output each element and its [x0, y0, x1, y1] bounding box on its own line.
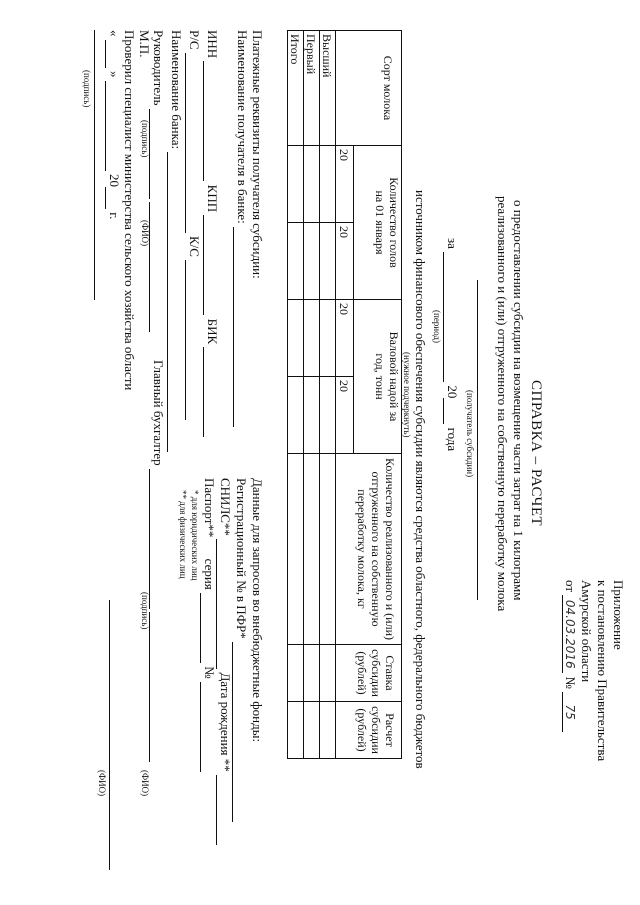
appendix-line3: Амурской области — [579, 580, 594, 683]
col-calc-line2: субсидии — [369, 706, 383, 754]
col-rate-line3: (рублей) — [355, 651, 369, 695]
accountant-fio-hint: (ФИО) — [140, 770, 150, 797]
col-yield-line2: год, тонн — [373, 353, 387, 400]
col-qty-line2: отгруженного на собственную — [369, 471, 383, 627]
accountant-label: Главный бухгалтер — [151, 360, 166, 466]
col-qty-line3: переработку молока, кг — [355, 489, 369, 609]
subtitle-2: реализованного и (или) отгруженного на собственную переработку молока — [495, 196, 510, 612]
period-hint: (период) — [432, 310, 442, 343]
check-year: 20 — [107, 174, 122, 187]
appendix-date-line — [562, 580, 578, 732]
rs-line — [185, 30, 202, 420]
funds-title: Данные для запросов во внебюджетные фонды: — [250, 478, 265, 743]
head-line — [149, 30, 166, 332]
bank-recipient-name — [233, 30, 250, 427]
inn-label: ИНН — [205, 30, 220, 59]
passport-line — [200, 478, 217, 772]
col-qty — [336, 454, 402, 645]
bank-label: Наименование банка: — [169, 30, 184, 150]
left-bottom-line — [94, 30, 95, 300]
col-qty-line1: Количество реализованного и (или) — [383, 457, 397, 640]
period-prefix: за — [445, 238, 460, 249]
yield-year-1: 20 — [336, 300, 354, 377]
funding-hint: (нужное подчеркнуть) — [402, 352, 412, 438]
col-heads-line1: Количество голов — [387, 177, 401, 268]
passport-label: Паспорт** — [202, 478, 217, 538]
subsidy-table — [287, 30, 402, 759]
row-label: Высший — [320, 31, 336, 146]
payment-details: Платежные реквизиты получателя субсидии: — [250, 30, 265, 279]
birth-label: Дата рождения ** — [218, 672, 233, 772]
checked-by: Проверил специалист министерства сельского хозяйства области — [122, 30, 137, 391]
inn-line — [203, 30, 220, 437]
right-bottom-fio-hint: (ФИО) — [97, 770, 107, 797]
table-row — [320, 31, 336, 759]
series-label: серия — [202, 558, 217, 590]
pfr-line — [232, 478, 249, 822]
col-heads-line2: на 01 января — [373, 190, 387, 255]
year-suffix: года — [445, 427, 460, 452]
col-calc-line1: Расчет — [383, 713, 397, 747]
col-rate-line2: субсидии — [369, 649, 383, 697]
col-heads — [354, 146, 402, 300]
table-row — [288, 31, 304, 759]
col-grade: Сорт молока — [336, 31, 402, 146]
row-label: Итого — [288, 31, 304, 146]
number-prefix: № — [563, 676, 578, 689]
subtitle-1: о предоставлении субсидии на возмещение части затрат на 1 килограмм — [511, 200, 526, 601]
mp-label: М.П. — [137, 30, 152, 58]
appendix-line1: Приложение — [611, 580, 626, 650]
quote-close: » — [107, 71, 122, 78]
snils-line — [216, 478, 233, 845]
page-title: СПРАВКА – РАСЧЕТ — [528, 380, 544, 527]
bik-label: БИК — [205, 318, 220, 345]
bank-recipient-label: Наименование получателя в банке: — [235, 30, 250, 224]
quote-open: « — [107, 30, 122, 37]
right-bottom-line — [109, 600, 110, 870]
period-line — [443, 238, 460, 451]
ks-label: К/С — [187, 236, 202, 257]
head-sign-hint: (подпись) — [140, 120, 150, 158]
yield-year-2: 20 — [336, 377, 354, 454]
appendix-number: 75 — [562, 692, 577, 732]
bank-line — [167, 30, 184, 452]
row-label: Первый — [304, 31, 320, 146]
col-rate-line1: Ставка — [383, 655, 397, 691]
left-bottom-sign-hint: (подпись) — [82, 70, 92, 108]
recipient-line — [477, 280, 492, 600]
funding-text: источником финансового обеспечения субсидии являются средства областного, федерального бюджетов — [413, 190, 428, 769]
col-yield — [354, 300, 402, 454]
accountant-sign-hint: (подпись) — [140, 592, 150, 630]
heads-year-2: 20 — [336, 223, 354, 300]
appendix-line2: к постановлению Правительства — [595, 580, 610, 762]
date-prefix: от — [563, 580, 578, 593]
check-year-suffix: г. — [107, 212, 122, 220]
col-rate — [336, 645, 402, 702]
accountant-line — [149, 360, 166, 762]
col-calc-line3: (рублей) — [355, 708, 369, 752]
head-fio-hint: (ФИО) — [140, 220, 150, 247]
head-label: Руководитель — [151, 30, 166, 106]
pfr-label: Регистрационный № в ПФР* — [234, 478, 249, 639]
passport-num-label: № — [202, 666, 217, 679]
appendix-date: 04.03.2016 — [562, 595, 577, 673]
note-physical: ** для физических лиц — [178, 490, 188, 579]
note-legal: * для юридических лиц — [190, 490, 200, 581]
table-row — [304, 31, 320, 759]
kpp-label: КПП — [205, 184, 220, 213]
year-prefix: 20 — [445, 385, 460, 399]
rs-label: Р/С — [187, 30, 202, 50]
check-date-line — [105, 30, 122, 219]
col-yield-line1: Валовой надой за — [387, 331, 401, 422]
snils-label: СНИЛС** — [218, 478, 233, 536]
heads-year-1: 20 — [336, 146, 354, 223]
recipient-hint: (получатель субсидии) — [465, 390, 475, 478]
col-calc — [336, 702, 402, 759]
